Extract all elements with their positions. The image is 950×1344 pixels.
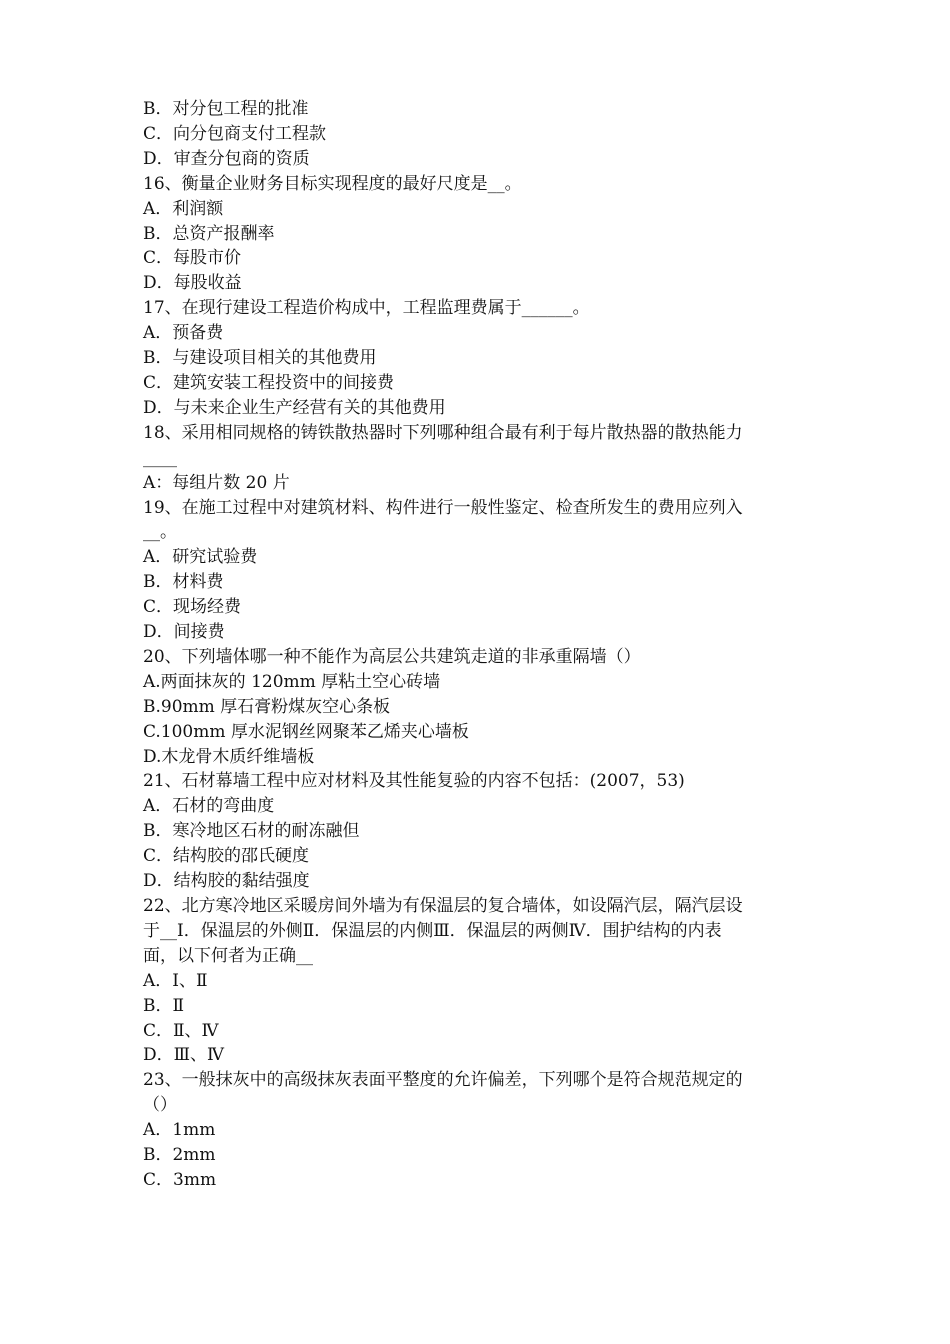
option-line: D．Ⅲ、Ⅳ [143,1045,225,1066]
option-line: D．审查分包商的资质 [143,148,310,169]
option-line: D．结构胶的黏结强度 [143,871,310,892]
question-20: 20、下列墙体哪一种不能作为高层公共建筑走道的非承重隔墙（） [143,646,641,667]
question-23-continued: （） [143,1095,177,1116]
question-18: 18、采用相同规格的铸铁散热器时下列哪种组合最有利于每片散热器的散热能力 [143,422,743,443]
option-line: A．石材的弯曲度 [143,796,275,817]
option-line: C．向分包商支付工程款 [143,123,327,144]
option-line: A：每组片数 20 片 [143,472,290,493]
question-22-continued: 面，以下何者为正确__ [143,945,313,966]
option-line: A．研究试验费 [143,547,258,568]
option-line: C．Ⅱ、Ⅳ [143,1020,219,1041]
option-line: A.两面抹灰的 120mm 厚粘土空心砖墙 [143,671,441,692]
question-18-continued: ____ [143,447,177,468]
option-line: A．1mm [143,1120,216,1141]
option-line: B．寒冷地区石材的耐冻融但 [143,821,360,842]
question-17: 17、在现行建设工程造价构成中，工程监理费属于______。 [143,298,590,319]
option-line: A．利润额 [143,198,224,219]
option-line: B．材料费 [143,572,224,593]
question-text-block [143,97,823,1193]
option-line: B．2mm [143,1145,216,1166]
option-line: B．与建设项目相关的其他费用 [143,348,377,369]
question-23: 23、一般抹灰中的高级抹灰表面平整度的允许偏差，下列哪个是符合规范规定的 [143,1070,743,1091]
option-line: A．预备费 [143,323,224,344]
option-line: C.100mm 厚水泥钢丝网聚苯乙烯夹心墙板 [143,721,469,742]
option-line: C．每股市价 [143,248,242,269]
question-22-continued: 于__Ⅰ．保温层的外侧Ⅱ．保温层的内侧Ⅲ．保温层的两侧Ⅳ．围护结构的内表 [143,920,722,941]
option-line: C．建筑安装工程投资中的间接费 [143,372,395,393]
option-line: B．对分包工程的批准 [143,99,309,119]
option-line: D.木龙骨木质纤维墙板 [143,746,315,767]
option-line: D．间接费 [143,622,225,643]
question-19: 19、在施工过程中对建筑材料、构件进行一般性鉴定、检查所发生的费用应列入 [143,497,743,518]
option-line: C．结构胶的邵氏硬度 [143,846,310,867]
option-line: B．Ⅱ [143,995,185,1016]
option-line: C．现场经费 [143,597,242,618]
option-line: C．3mm [143,1169,217,1190]
question-21: 21、石材幕墙工程中应对材料及其性能复验的内容不包括：(2007，53) [143,771,685,792]
option-line: D．每股收益 [143,273,242,294]
option-line: A．Ⅰ、Ⅱ [143,970,208,991]
question-16: 16、衡量企业财务目标实现程度的最好尺度是__。 [143,173,522,194]
question-19-continued: __。 [143,522,177,543]
option-line: B．总资产报酬率 [143,223,275,244]
option-line: B.90mm 厚石膏粉煤灰空心条板 [143,696,391,717]
option-line: D．与未来企业生产经营有关的其他费用 [143,397,446,418]
question-22: 22、北方寒冷地区采暖房间外墙为有保温层的复合墙体，如设隔汽层，隔汽层设 [143,896,743,916]
